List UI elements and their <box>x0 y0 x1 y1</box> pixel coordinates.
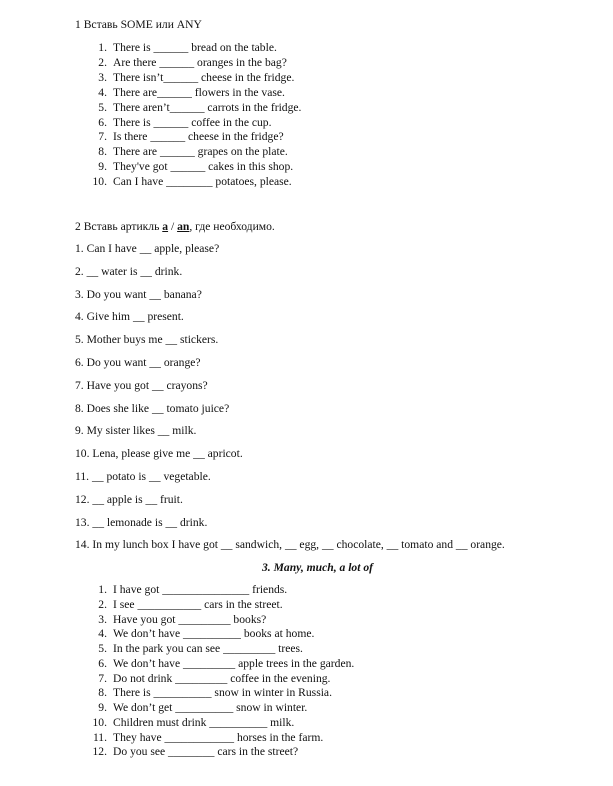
list-item-text: We don’t have _________ apple trees in the garden. <box>113 656 355 670</box>
exercise-line: 1. Can I have __ apple, please? <box>75 242 220 255</box>
list-item-text: There are ______ grapes on the plate. <box>113 145 288 159</box>
article-an: an <box>177 220 190 233</box>
list-item-number: 9. <box>98 160 107 174</box>
list-item-number: 6. <box>98 115 107 129</box>
list-item-text: There isn’t______ cheese in the fridge. <box>113 70 295 84</box>
section2-heading-prefix: 2 Вставь артикль <box>75 220 163 233</box>
exercise-line: 8. Does she like __ tomato juice? <box>75 401 230 415</box>
section1-heading: 1 Вставь SOME или ANY <box>75 18 202 31</box>
exercise-line: 2. __ water is __ drink. <box>75 264 183 278</box>
list-item-text: There is ______ bread on the table. <box>113 41 277 54</box>
list-item-text: They've got ______ cakes in this shop. <box>113 160 294 174</box>
list-item-text: Have you got _________ books? <box>113 612 267 626</box>
list-item-text: Is there ______ cheese in the fridge? <box>113 130 284 144</box>
list-item-text: Do you see ________ cars in the street? <box>113 745 299 759</box>
list-item-number: 8. <box>98 145 107 159</box>
list-item-number: 2. <box>98 597 107 611</box>
list-item-number: 3. <box>98 70 107 84</box>
exercise-line: 13. __ lemonade is __ drink. <box>75 515 208 529</box>
section2-heading-suffix: , где необходимо. <box>189 220 275 233</box>
list-item-number: 8. <box>98 686 107 700</box>
exercise-line: 12. __ apple is __ fruit. <box>75 492 183 506</box>
list-item-text: There are______ flowers in the vase. <box>113 85 285 99</box>
list-item-number: 7. <box>98 130 107 144</box>
list-item-number: 5. <box>98 642 107 655</box>
list-item-number: 2. <box>98 55 107 69</box>
list-item-number: 10. <box>92 175 107 189</box>
list-item-text: I have got _______________ friends. <box>113 583 288 596</box>
exercise-line: 9. My sister likes __ milk. <box>75 424 197 438</box>
section2-heading <box>75 220 275 233</box>
exercise-line: 7. Have you got __ crayons? <box>75 378 208 392</box>
list-item-text: There is ______ coffee in the cup. <box>113 115 272 129</box>
list-item-number: 10. <box>92 715 107 729</box>
exercise-line: 3. Do you want __ banana? <box>75 287 202 301</box>
list-item-text: In the park you can see _________ trees. <box>113 642 303 655</box>
list-item-text: There is __________ snow in winter in Russia. <box>113 686 332 700</box>
exercise-line: 11. __ potato is __ vegetable. <box>75 470 211 483</box>
exercise-line: 5. Mother buys me __ stickers. <box>75 333 219 347</box>
exercise-line: 6. Do you want __ orange? <box>75 356 201 369</box>
list-item-number: 4. <box>98 85 107 99</box>
list-item-number: 1. <box>98 41 107 54</box>
section2-heading-sep: / <box>168 220 178 233</box>
list-item-text: We don’t get __________ snow in winter. <box>113 701 308 714</box>
list-item-number: 5. <box>98 100 107 114</box>
list-item-text: There aren’t______ carrots in the fridge. <box>113 100 302 114</box>
list-item-number: 9. <box>98 701 107 714</box>
list-item-number: 4. <box>98 627 107 641</box>
exercise-line: 10. Lena, please give me __ apricot. <box>75 447 243 461</box>
list-item-text: Are there ______ oranges in the bag? <box>113 55 287 69</box>
exercise-line: 4. Give him __ present. <box>75 310 184 324</box>
list-item-text: They have ____________ horses in the farm. <box>113 730 324 744</box>
list-item-text: We don’t have __________ books at home. <box>113 627 315 641</box>
list-item-number: 12. <box>92 745 107 759</box>
exercise-line: 14. In my lunch box I have got __ sandwich, __ egg, __ chocolate, __ tomato and __ orange. <box>75 538 505 552</box>
list-item-text: Do not drink _________ coffee in the evening. <box>113 671 331 685</box>
list-item-text: I see ___________ cars in the street. <box>113 597 283 611</box>
list-item-number: 6. <box>98 656 107 670</box>
list-item-text: Can I have ________ potatoes, please. <box>113 175 292 189</box>
section3-heading: 3. Many, much, a lot of <box>262 561 374 574</box>
list-item-number: 1. <box>98 583 107 596</box>
list-item-number: 7. <box>98 671 107 685</box>
list-item-number: 11. <box>92 730 107 744</box>
list-item-number: 3. <box>98 612 107 626</box>
list-item-text: Children must drink __________ milk. <box>113 715 295 729</box>
article-a: a <box>162 220 169 233</box>
